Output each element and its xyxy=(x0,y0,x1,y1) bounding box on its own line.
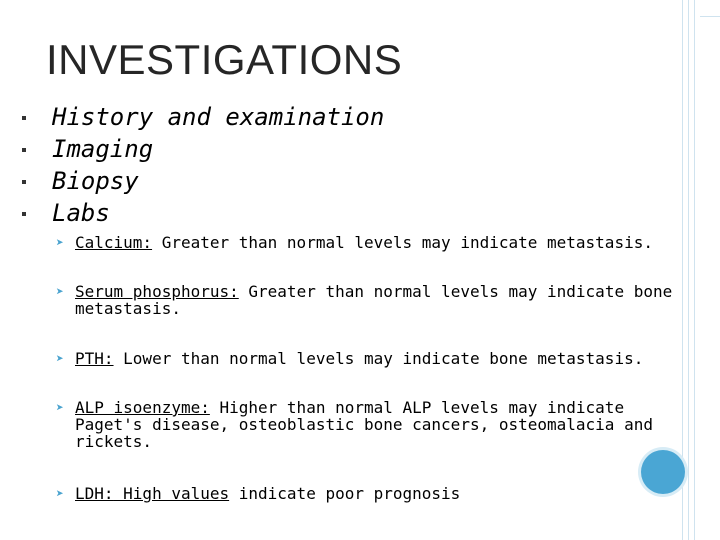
bullet-icon xyxy=(22,148,26,152)
list-item: Biopsy xyxy=(22,165,384,197)
arrow-bullet-icon: ➤ xyxy=(56,352,64,367)
arrow-bullet-icon: ➤ xyxy=(56,487,64,502)
frame-line xyxy=(700,16,720,17)
lab-text: Greater than normal levels may indicate metastasis. xyxy=(152,233,653,252)
list-item xyxy=(56,485,675,502)
list-item xyxy=(56,350,675,367)
lab-label: Calcium: xyxy=(75,233,153,252)
lab-label: Serum phosphorus: xyxy=(75,282,239,301)
lab-text: Lower than normal levels may indicate bone metastasis. xyxy=(113,349,644,368)
frame-line xyxy=(682,0,683,540)
bullet-icon xyxy=(22,116,26,120)
lab-label: ALP isoenzyme: xyxy=(75,398,210,417)
lab-label: High values xyxy=(113,484,230,503)
slide-title: INVESTIGATIONS xyxy=(46,36,403,83)
bullet-icon xyxy=(22,212,26,216)
arrow-bullet-icon: ➤ xyxy=(56,285,64,300)
list-item xyxy=(56,283,675,317)
list-item xyxy=(56,399,675,450)
lab-text: Greater than normal levels may indicate bone metastasis. xyxy=(75,282,673,318)
main-bullet-list xyxy=(22,101,384,229)
list-item xyxy=(56,234,675,251)
decorative-circle xyxy=(641,450,685,494)
lab-label: LDH: xyxy=(75,484,114,503)
list-item: Imaging xyxy=(22,133,384,165)
lab-label: PTH: xyxy=(75,349,114,368)
frame-line xyxy=(694,0,695,540)
lab-text: indicate poor prognosis xyxy=(229,484,461,503)
arrow-bullet-icon: ➤ xyxy=(56,236,64,251)
arrow-bullet-icon: ➤ xyxy=(56,401,64,416)
lab-text: Higher than normal ALP levels may indicate Paget's disease, osteoblastic bone cancers, osteomalacia and rickets. xyxy=(75,398,653,451)
list-item: History and examination xyxy=(22,101,384,133)
bullet-icon xyxy=(22,180,26,184)
list-item: Labs xyxy=(22,197,384,229)
frame-line xyxy=(688,0,689,540)
